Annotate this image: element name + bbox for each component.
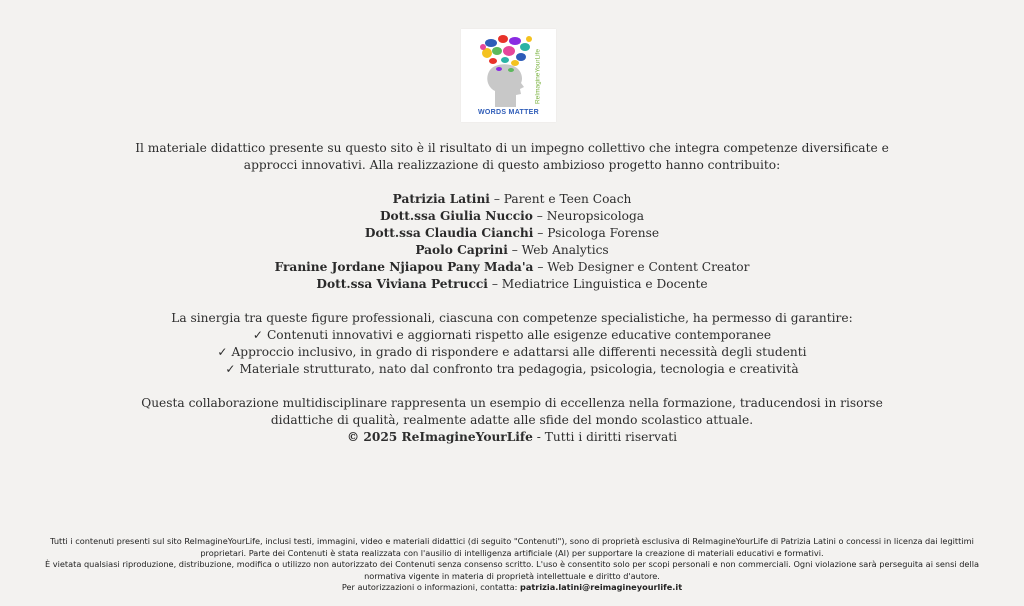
team-member bbox=[0, 259, 1024, 276]
credits-section bbox=[0, 140, 1024, 446]
closing-text: Questa collaborazione multidisciplinare rappresenta un esempio di eccellenza nella formazione, traducendosi in risorse didattiche di qualità, realmente adatte alle sfide del mondo scolastico attuale. bbox=[141, 396, 883, 427]
logo-side-text: ReImagineYourLife bbox=[534, 48, 542, 105]
member-role: – Parent e Teen Coach bbox=[493, 192, 632, 206]
team-list bbox=[0, 191, 1024, 293]
team-member bbox=[0, 191, 1024, 208]
member-name: Patrizia Latini bbox=[392, 192, 490, 206]
member-role: – Neuropsicologa bbox=[536, 209, 645, 223]
footer-line-2: È vietata qualsiasi riproduzione, distribuzione, modifica o utilizzo non autorizzato dei Contenuti senza consenso scritto. L'uso è consentito solo per scopi personali e non commerciali. Ogni violazione sarà perseguita ai sensi della normativa vigente in materia di proprietà intellettuale e diritto d'autore. bbox=[44, 559, 980, 581]
member-name: Dott.ssa Giulia Nuccio bbox=[379, 209, 533, 223]
member-role: – Psicologa Forense bbox=[537, 226, 660, 240]
member-role: – Web Analytics bbox=[511, 243, 609, 257]
benefit-item: ✓ Contenuti innovativi e aggiornati rispetto alle esigenze educative contemporanee bbox=[252, 328, 772, 342]
contact-email-link[interactable]: patrizia.latini@reimagineyourlife.it bbox=[520, 582, 683, 593]
team-member bbox=[0, 208, 1024, 225]
member-role: – Web Designer e Content Creator bbox=[537, 260, 750, 274]
copyright-rest: - Tutti i diritti riservati bbox=[532, 430, 678, 444]
member-name: Dott.ssa Viviana Petrucci bbox=[316, 277, 488, 291]
member-role: – Mediatrice Linguistica e Docente bbox=[491, 277, 708, 291]
member-name: Dott.ssa Claudia Cianchi bbox=[364, 226, 534, 240]
logo-title: WORDS MATTER bbox=[477, 109, 540, 116]
team-member bbox=[0, 225, 1024, 242]
team-member bbox=[0, 276, 1024, 293]
member-name: Franine Jordane Njiapou Pany Mada'a bbox=[274, 260, 534, 274]
footer-line-1: Tutti i contenuti presenti sul sito ReImagineYourLife, inclusi testi, immagini, video e materiali didattici (di seguito "Contenuti"), sono di proprietà esclusiva di ReImagineYourLife di Patrizia Latini o concessi in licenza dai legittimi proprietari. Parte dei Contenuti è stata realizzata con l'ausilio di intelligenza artificiale (AI) per supportare la creazione di materiali educativi e formativi. bbox=[50, 536, 974, 558]
benefit-item: ✓ Materiale strutturato, nato dal confronto tra pedagogia, psicologia, tecnologia e creatività bbox=[225, 362, 799, 376]
contact-prefix: Per autorizzazioni o informazioni, contatta: bbox=[341, 582, 520, 593]
copyright-brand: © 2025 ReImagineYourLife bbox=[346, 430, 533, 444]
footer-contact bbox=[32, 582, 992, 594]
copyright bbox=[0, 429, 1024, 446]
synergy-text: La sinergia tra queste figure professionali, ciascuna con competenze specialistiche, ha permesso di garantire: bbox=[171, 311, 853, 325]
benefit-item: ✓ Approccio inclusivo, in grado di rispondere e adattarsi alle differenti necessità degli studenti bbox=[217, 345, 807, 359]
team-member bbox=[0, 242, 1024, 259]
site-logo[interactable] bbox=[461, 29, 556, 122]
intro-text: Il materiale didattico presente su questo sito è il risultato di un impegno collettivo che integra competenze diversificate e approcci innovativi. Alla realizzazione di questo ambizioso progetto hanno contribuito: bbox=[135, 141, 889, 172]
legal-footer bbox=[0, 536, 1024, 594]
member-name: Paolo Caprini bbox=[415, 243, 508, 257]
